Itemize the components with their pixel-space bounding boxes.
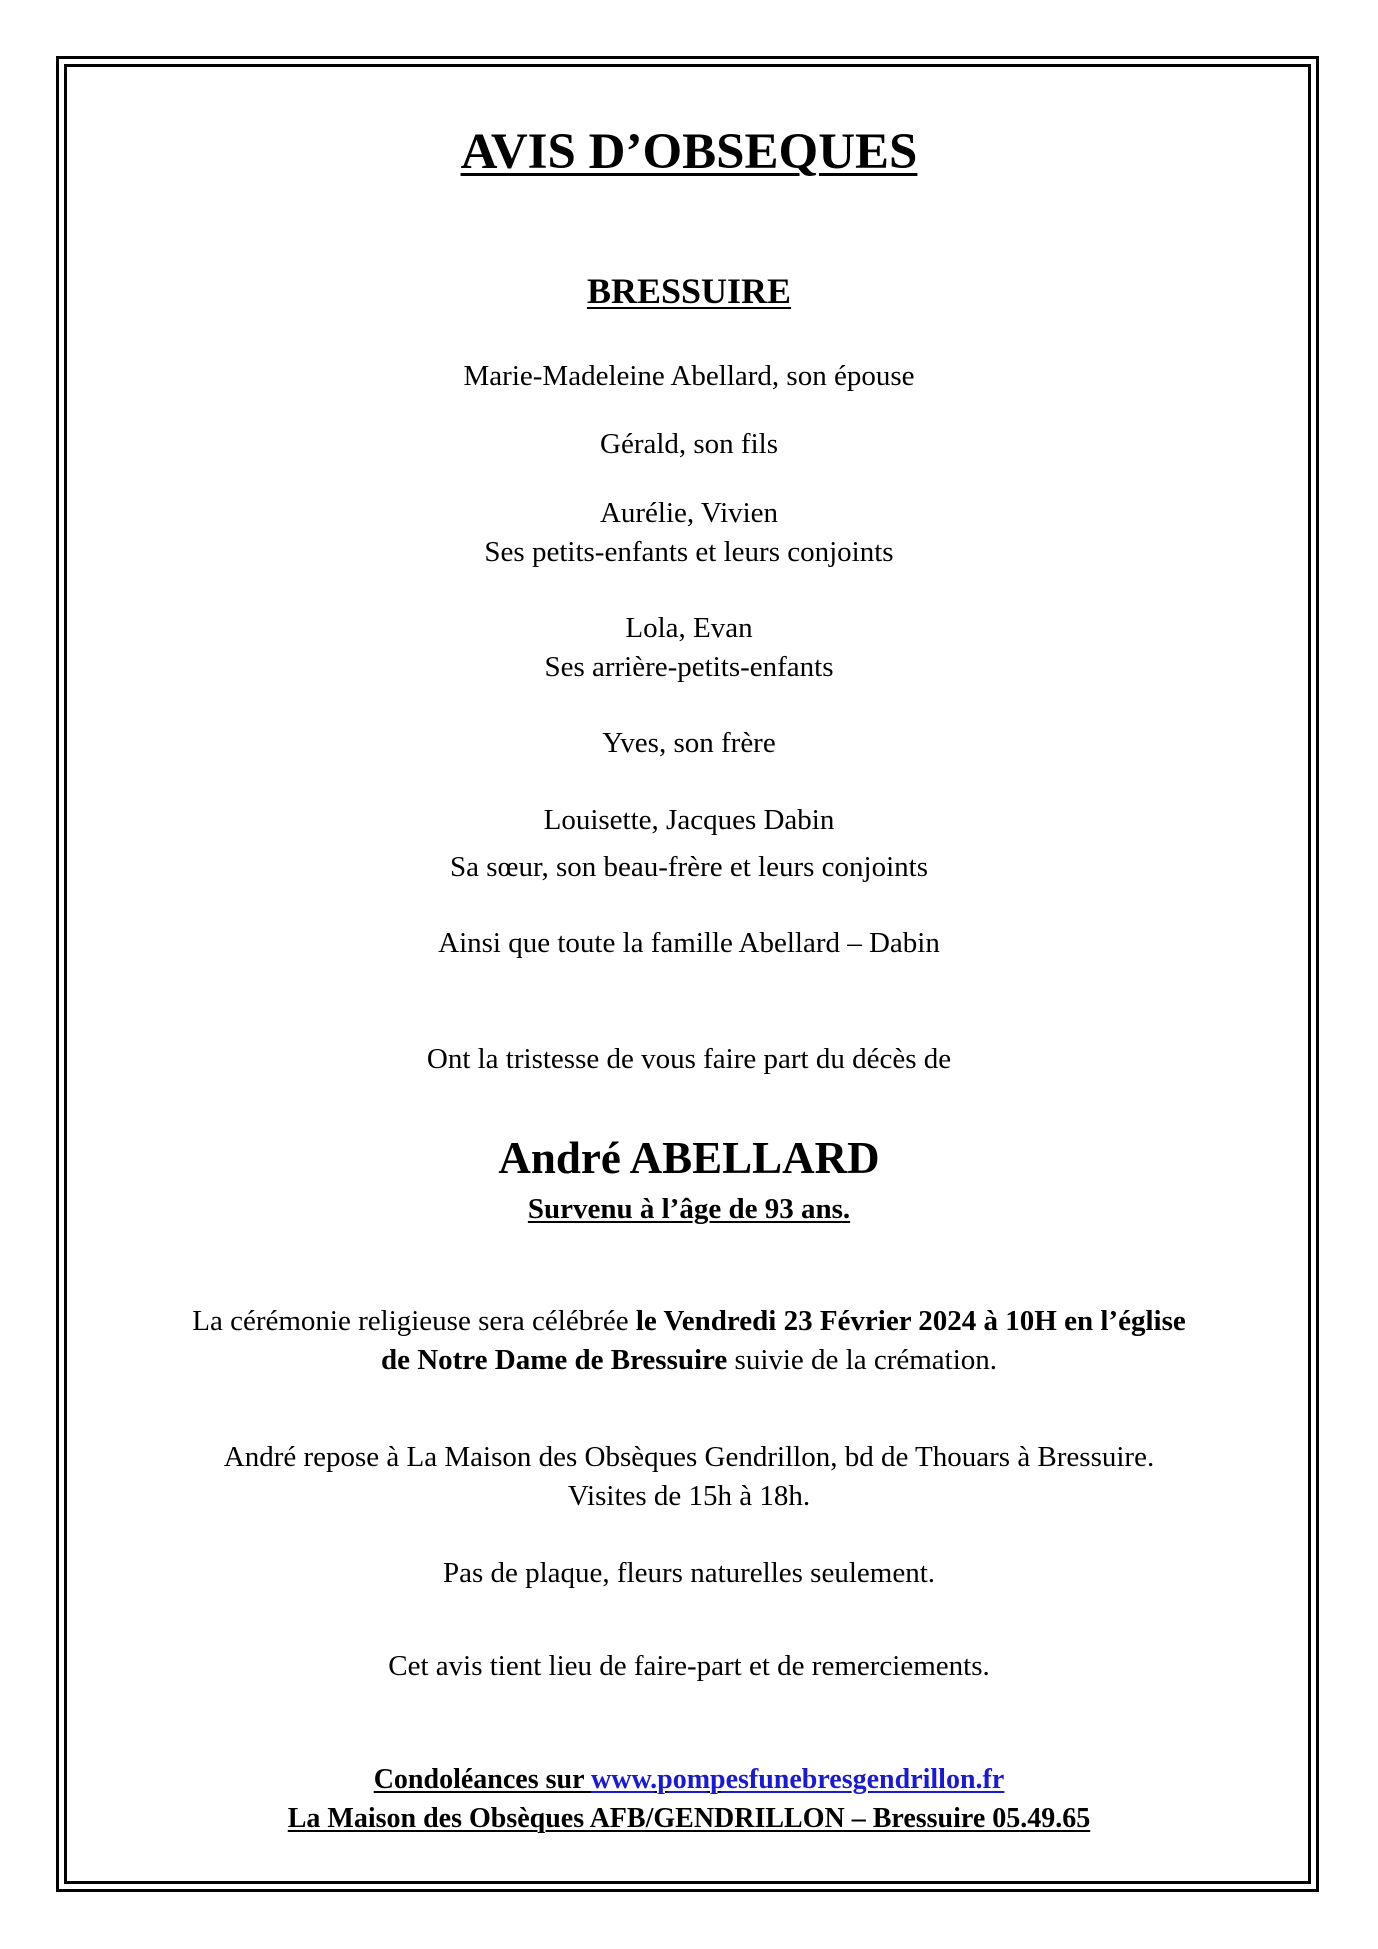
announcement-text: Ont la tristesse de vous faire part du décès de (426, 1043, 952, 1075)
footer-company: La Maison des Obsèques AFB/GENDRILLON – Bressuire 05.49.65 (287, 1803, 1091, 1834)
age-line: Survenu à l’âge de 93 ans. (527, 1193, 851, 1225)
age-line-wrap (0, 1190, 1378, 1228)
flowers-note: Pas de plaque, fleurs naturelles seulement. (442, 1557, 936, 1589)
condolences-label: Condoléances sur (373, 1764, 591, 1795)
ceremony-date-bold: le Vendredi 23 Février 2024 à 10H en l’église (635, 1305, 1186, 1337)
family-all: Ainsi que toute la famille Abellard – Dabin (438, 927, 940, 959)
ceremony-church-bold: de Notre Dame de Bressuire (380, 1344, 728, 1376)
repose-line-1: André repose à La Maison des Obsèques Gendrillon, bd de Thouars à Bressuire. (223, 1441, 1155, 1473)
family-spouse: Marie-Madeleine Abellard, son épouse (463, 360, 915, 392)
family-sister-names: Louisette, Jacques Dabin (543, 804, 835, 836)
family-brother: Yves, son frère (602, 727, 776, 759)
family-grandchildren-names: Aurélie, Vivien (599, 497, 779, 529)
family-great-grandchildren-names: Lola, Evan (625, 612, 753, 644)
ceremony-line-1 (0, 1302, 1378, 1340)
website-link[interactable]: www.pompesfunebresgendrillon.fr (591, 1764, 1005, 1795)
family-great-grandchildren-label: Ses arrière-petits-enfants (544, 651, 834, 683)
ceremony-text-end: suivie de la crémation. (727, 1344, 998, 1376)
deceased-name: André ABELLARD (498, 1133, 880, 1183)
ceremony-line-2 (0, 1341, 1378, 1379)
family-grandchildren-label: Ses petits-enfants et leurs conjoints (484, 536, 894, 568)
family-sister-label: Sa sœur, son beau-frère et leurs conjoints (449, 851, 928, 883)
page-border-inner (64, 64, 1311, 1884)
footer-condolences (0, 1761, 1378, 1799)
ceremony-text-intro: La cérémonie religieuse sera célébrée (192, 1305, 636, 1337)
city-heading: BRESSUIRE (586, 271, 792, 311)
family-son: Gérald, son fils (600, 428, 778, 460)
page-title: AVIS D’OBSEQUES (460, 124, 918, 180)
repose-visits: Visites de 15h à 18h. (567, 1480, 811, 1512)
notice-text: Cet avis tient lieu de faire-part et de remerciements. (388, 1650, 990, 1682)
